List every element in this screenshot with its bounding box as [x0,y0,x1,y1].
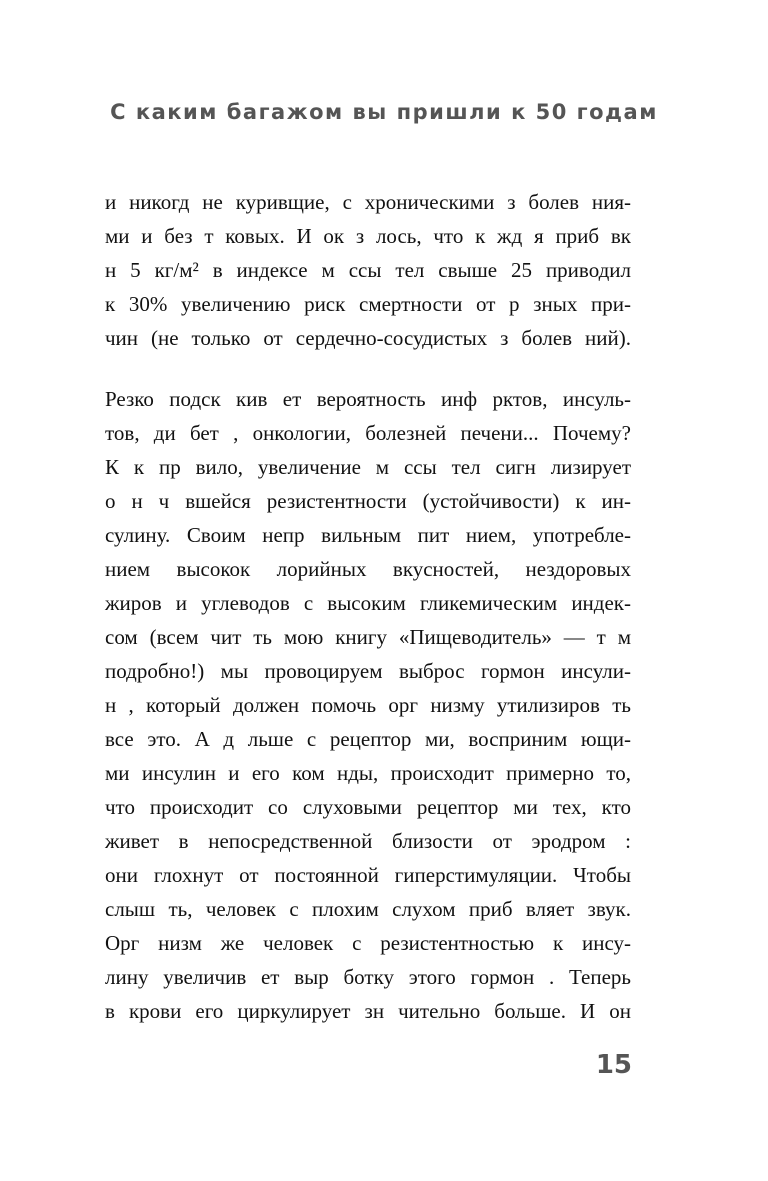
text-line: ми инсулин и его ком нды, происходит примерно то, [105,761,631,785]
text-line: слыш ть, человек с плохим слухом приб вляет звук. [105,897,631,921]
text-line: Орг низм же человек с резистентностью к инсу- [105,931,631,955]
text-line: нием высокок лорийных вкусностей, нездоровых [105,557,631,581]
text-line: они глохнут от постоянной гиперстимуляции. Чтобы [105,863,631,887]
text-line: сом (всем чит ть мою книгу «Пищеводитель» — т м [105,625,631,649]
text-line: лину увеличив ет выр ботку этого гормон . Теперь [105,965,631,989]
text-line: и никогд не куривщие, с хроническими з болев ния- [105,190,631,214]
text-line: о н ч вшейся резистентности (устойчивости) к ин- [105,489,631,513]
text-line: ми и без т ковых. И ок з лось, что к жд я приб вк [105,224,631,248]
text-line: н 5 кг/м² в индексе м ссы тел свыше 25 приводил [105,258,631,282]
text-line: тов, ди бет , онкологии, болезней печени... Почему? [105,421,631,445]
paragraph-1 [105,185,631,355]
text-line: Резко подск кив ет вероятность инф рктов, инсуль- [105,387,631,411]
text-line: жиров и углеводов с высоким гликемическим индек- [105,591,631,615]
text-line: сулину. Своим непр вильным пит нием, употребле- [105,523,631,547]
paragraph-2 [105,382,631,1028]
running-head: С каким багажом вы пришли к 50 годам [110,100,658,124]
page-number: 15 [595,1050,632,1080]
text-line: К к пр вило, увеличение м ссы тел сигн лизирует [105,455,631,479]
text-line: все это. А д льше с рецептор ми, восприним ющи- [105,727,631,751]
text-line: подробно!) мы провоцируем выброс гормон инсули- [105,659,631,683]
text-line: к 30% увеличению риск смертности от р зных при- [105,292,631,316]
text-line: что происходит со слуховыми рецептор ми тех, кто [105,795,631,819]
text-line: в крови его циркулирует зн чительно больше. И он [105,999,631,1023]
text-line: н , который должен помочь орг низму утилизиров ть [105,693,631,717]
text-line: чин (не только от сердечно-сосудистых з болев ний). [105,326,631,350]
text-line: живет в непосредственной близости от эродром : [105,829,631,853]
